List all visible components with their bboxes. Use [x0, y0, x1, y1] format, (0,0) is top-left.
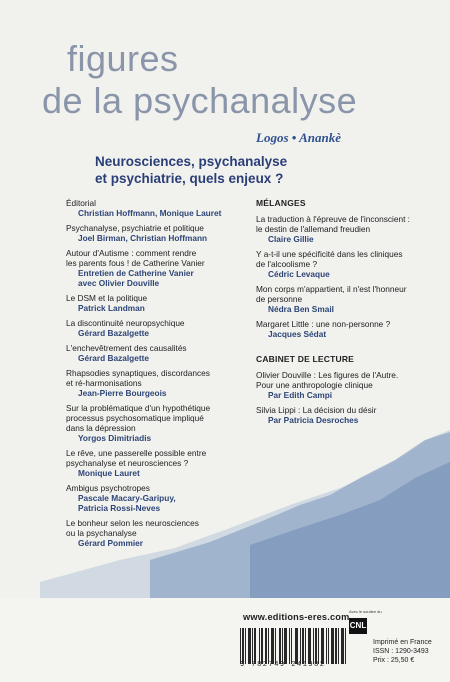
toc-entry — [66, 343, 241, 363]
brand-label: Logos • Anankè — [256, 130, 341, 145]
toc-entry-author: Par Patricia Desroches — [268, 415, 359, 425]
toc-entry-title: Le rêve, une passerelle possible entre — [66, 448, 207, 458]
toc-entry-author: Jean-Pierre Bourgeois — [78, 388, 167, 398]
masthead-title-line1: figures — [67, 38, 179, 79]
toc-entry-author: Entretien de Catherine Vanier — [78, 268, 194, 278]
toc-entry-author: Yorgos Dimitriadis — [78, 433, 152, 443]
toc-entry-author: Gérard Bazalgette — [78, 353, 150, 363]
toc-entry-title: psychanalyse et neurosciences ? — [66, 458, 189, 468]
cabinet-list — [256, 370, 431, 425]
toc-entry — [66, 318, 241, 338]
toc-entry-author: Jacques Sédat — [268, 329, 327, 339]
toc-entry-title: Pour une anthropologie clinique — [256, 380, 373, 390]
toc-entry-title: Ambigus psychotropes — [66, 483, 150, 493]
cnl-logo: CNL — [349, 618, 367, 634]
toc-entry-author: Monique Lauret — [78, 468, 140, 478]
toc-entry-title: de personne — [256, 294, 303, 304]
toc-entry-title: Sur la problématique d'un hypothétique — [66, 403, 211, 413]
toc-entry-title: Olivier Douville : Les figures de l'Autre. — [256, 370, 399, 380]
toc-entry-title: Le DSM et la politique — [66, 293, 148, 303]
toc-entry-title: Autour d'Autisme : comment rendre — [66, 248, 197, 258]
toc-entry-author: Patrick Landman — [78, 303, 145, 313]
toc-entry-title: ou la psychanalyse — [66, 528, 137, 538]
toc-entry — [66, 198, 241, 218]
publication-info — [373, 638, 432, 665]
toc-entry — [66, 293, 241, 313]
toc-entry-author: Gérard Pommier — [78, 538, 144, 548]
toc-entry — [66, 223, 241, 243]
barcode-number: 9 782749 241982 — [240, 661, 326, 669]
toc-entry-title: le destin de l'allemand freudien — [256, 224, 371, 234]
toc-entry-title: de l'alcoolisme ? — [256, 259, 318, 269]
toc-entry-title: Mon corps m'appartient, il n'est l'honneur — [256, 284, 407, 294]
issue-headline — [95, 153, 395, 187]
toc-entry — [66, 248, 241, 288]
toc-entry-title: L'enchevêtrement des causalités — [66, 343, 187, 353]
toc-entry-author: Patricia Rossi-Neves — [78, 503, 161, 513]
toc-entry — [256, 370, 431, 400]
table-of-contents-right — [256, 198, 431, 430]
price: Prix : 25,50 € — [373, 657, 415, 664]
toc-entry — [256, 284, 431, 314]
toc-entry-title: et ré-harmonisations — [66, 378, 142, 388]
toc-entry — [256, 319, 431, 339]
cnl-support-text: Avec le soutien du — [349, 609, 382, 614]
headline-line1: Neurosciences, psychanalyse — [95, 154, 288, 169]
toc-entry-title: Rhapsodies synaptiques, discordances — [66, 368, 210, 378]
table-of-contents-left — [66, 198, 241, 553]
toc-entry — [256, 214, 431, 244]
toc-entry-author: Cédric Levaque — [268, 269, 330, 279]
toc-entry-title: processus psychosomatique impliqué — [66, 413, 204, 423]
toc-entry-author: avec Olivier Douville — [78, 278, 160, 288]
toc-entry-author: Pascale Macary-Garipuy, — [78, 493, 176, 503]
toc-entry-title: Psychanalyse, psychiatrie et politique — [66, 223, 204, 233]
toc-entry-author: Christian Hoffmann, Monique Lauret — [78, 208, 222, 218]
toc-entry — [256, 249, 431, 279]
issn: ISSN : 1290-3493 — [373, 648, 429, 655]
toc-entry-author: Gérard Bazalgette — [78, 328, 150, 338]
toc-entry-title: dans la dépression — [66, 423, 136, 433]
toc-entry — [66, 448, 241, 478]
toc-entry-title: Y a-t-il une spécificité dans les cliniques — [256, 249, 403, 259]
masthead-title-line2: de la psychanalyse — [42, 80, 358, 121]
toc-entry-title: La discontinuité neuropsychique — [66, 318, 185, 328]
toc-entry-title: Éditorial — [66, 198, 96, 208]
toc-entry — [66, 518, 241, 548]
toc-entry — [66, 483, 241, 513]
section-heading-cabinet: CABINET DE LECTURE — [256, 354, 355, 364]
toc-entry-author: Claire Gillie — [268, 234, 314, 244]
toc-entry-title: Le bonheur selon les neurosciences — [66, 518, 199, 528]
toc-entry-author: Joel Birman, Christian Hoffmann — [78, 233, 208, 243]
toc-entry — [66, 368, 241, 398]
toc-entry — [256, 405, 431, 425]
toc-entry-author: Nédra Ben Smail — [268, 304, 334, 314]
toc-entry-title: La traduction à l'épreuve de l'inconscient : — [256, 214, 410, 224]
printed-in: Imprimé en France — [373, 639, 432, 646]
toc-entry-title: les parents fous ! de Catherine Vanier — [66, 258, 205, 268]
melanges-list — [256, 214, 431, 339]
toc-entry-author: Par Edith Campi — [268, 390, 333, 400]
publisher-url[interactable]: www.editions-eres.com — [243, 612, 350, 622]
headline-line2: et psychiatrie, quels enjeux ? — [95, 171, 284, 186]
toc-entry-title: Margaret Little : une non-personne ? — [256, 319, 391, 329]
toc-entry — [66, 403, 241, 443]
section-heading-melanges: MÉLANGES — [256, 198, 306, 208]
toc-entry-title: Silvia Lippi : La décision du désir — [256, 405, 377, 415]
